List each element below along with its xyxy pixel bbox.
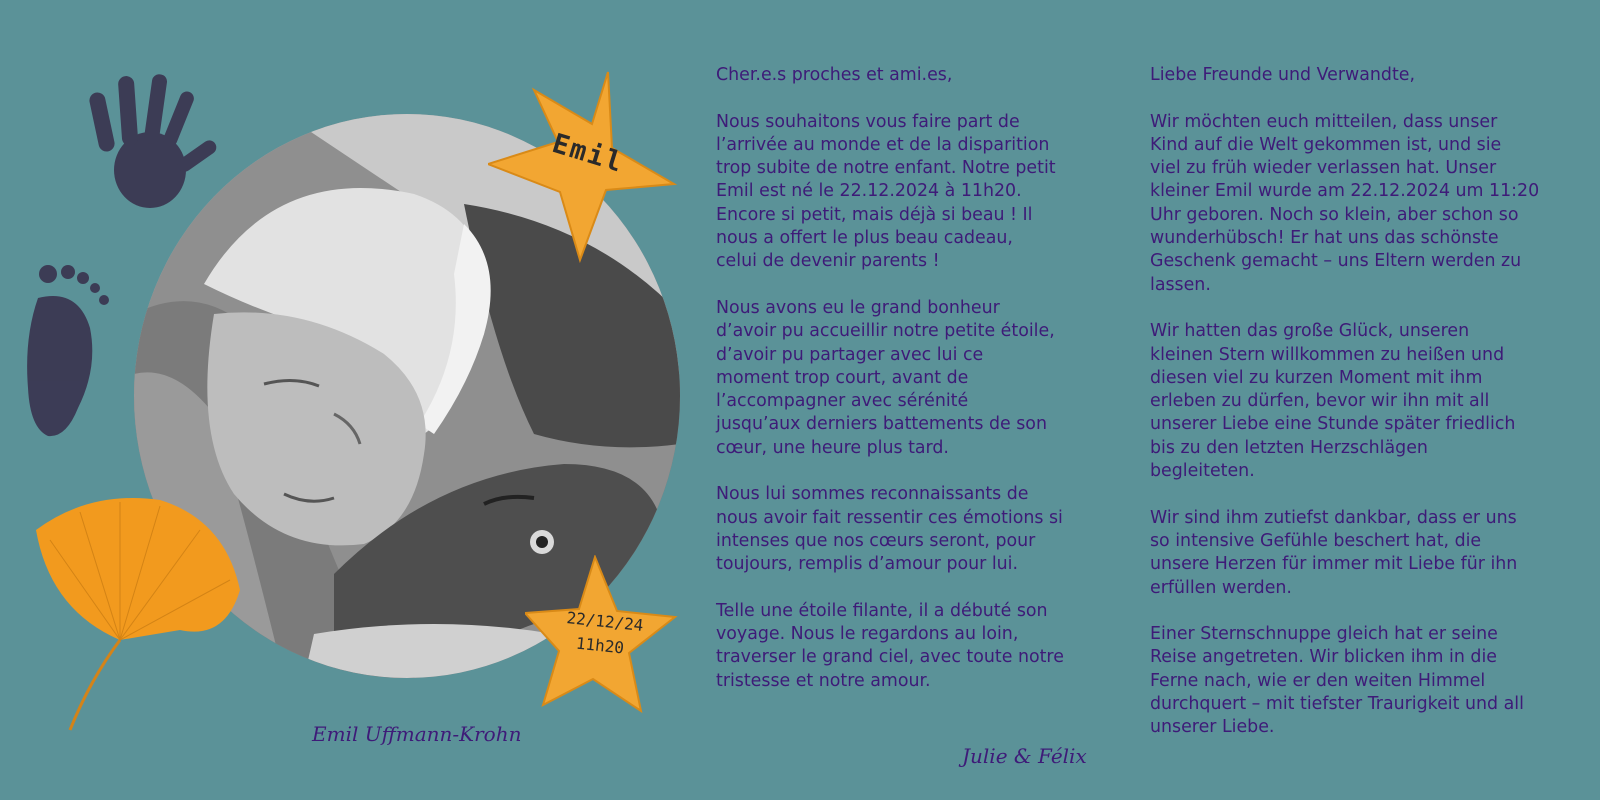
german-paragraph-3: Wir sind ihm zutiefst dankbar, dass er uns so intensive Gefühle beschert hat, die unsere Herzen für immer mit Liebe für ihn erfüllen werden. xyxy=(1150,507,1518,598)
ginkgo-leaf-icon xyxy=(30,490,245,735)
german-greeting: Liebe Freunde und Verwandte, xyxy=(1150,65,1415,85)
french-paragraph-4: Telle une étoile filante, il a débuté son voyage. Nous le regardons au loin, traverser le grand ciel, avec toute notre tristesse et notre amour. xyxy=(716,600,1064,691)
french-paragraph-3: Nous lui sommes reconnaissants de nous avoir fait ressentir ces émotions si intenses que nos cœurs seront, pour toujours, remplis d’amour pour lui. xyxy=(716,484,1063,575)
star-date-label: 22/12/24 xyxy=(565,608,645,635)
french-paragraph-1: Nous souhaitons vous faire part de l’arrivée au monde et de la disparition trop subite de notre enfant. Notre petit Emil est né le 22.12.2024 à 11h20. Encore si petit, mais déjà si beau ! Il nous a offert le plus beau cadeau, celui de devenir parents ! xyxy=(716,111,1056,272)
baby-name: Emil Uffmann-Krohn xyxy=(312,722,522,746)
german-paragraph-1: Wir möchten euch mitteilen, dass unser Kind auf die Welt gekommen ist, und sie viel zu früh wieder verlassen hat. Unser kleiner Emil wurde am 22.12.2024 um 11:20 Uhr geboren. Noch so klein, aber schon so wunderhübsch! Er hat uns das schönste Geschenk gemacht – uns Eltern werden zu lassen. xyxy=(1150,111,1540,295)
foot-print-icon xyxy=(18,258,118,448)
star-time-label: 11h20 xyxy=(575,633,625,658)
hand-print-icon xyxy=(72,70,232,218)
parents-signature: Julie & Félix xyxy=(962,744,1087,768)
german-text-column xyxy=(1150,64,1580,763)
french-text-column xyxy=(716,64,1116,716)
german-paragraph-2: Wir hatten das große Glück, unseren kleinen Stern willkommen zu heißen und diesen viel zu kurzen Moment mit ihm erleben zu dürfen, bevor wir ihn mit all unserer Liebe eine Stunde später friedlich bis zu den letzten Herzschlägen begleiteten. xyxy=(1150,321,1516,482)
star-name-label: Emil xyxy=(548,128,628,179)
german-paragraph-4: Einer Sternschnuppe gleich hat er seine Reise angetreten. Wir blicken ihm in die Ferne nach, wie er den weiten Himmel durchquert – mit tiefster Traurigkeit und all unserer Liebe. xyxy=(1150,624,1524,738)
french-greeting: Cher.e.s proches et ami.es, xyxy=(716,65,953,85)
french-paragraph-2: Nous avons eu le grand bonheur d’avoir pu accueillir notre petite étoile, d’avoir pu partager avec lui ce moment trop court, avant de l’accompagner avec sérénité jusqu’aux derniers battements de son cœur, une heure plus tard. xyxy=(716,297,1055,458)
date-star-icon xyxy=(525,555,685,715)
